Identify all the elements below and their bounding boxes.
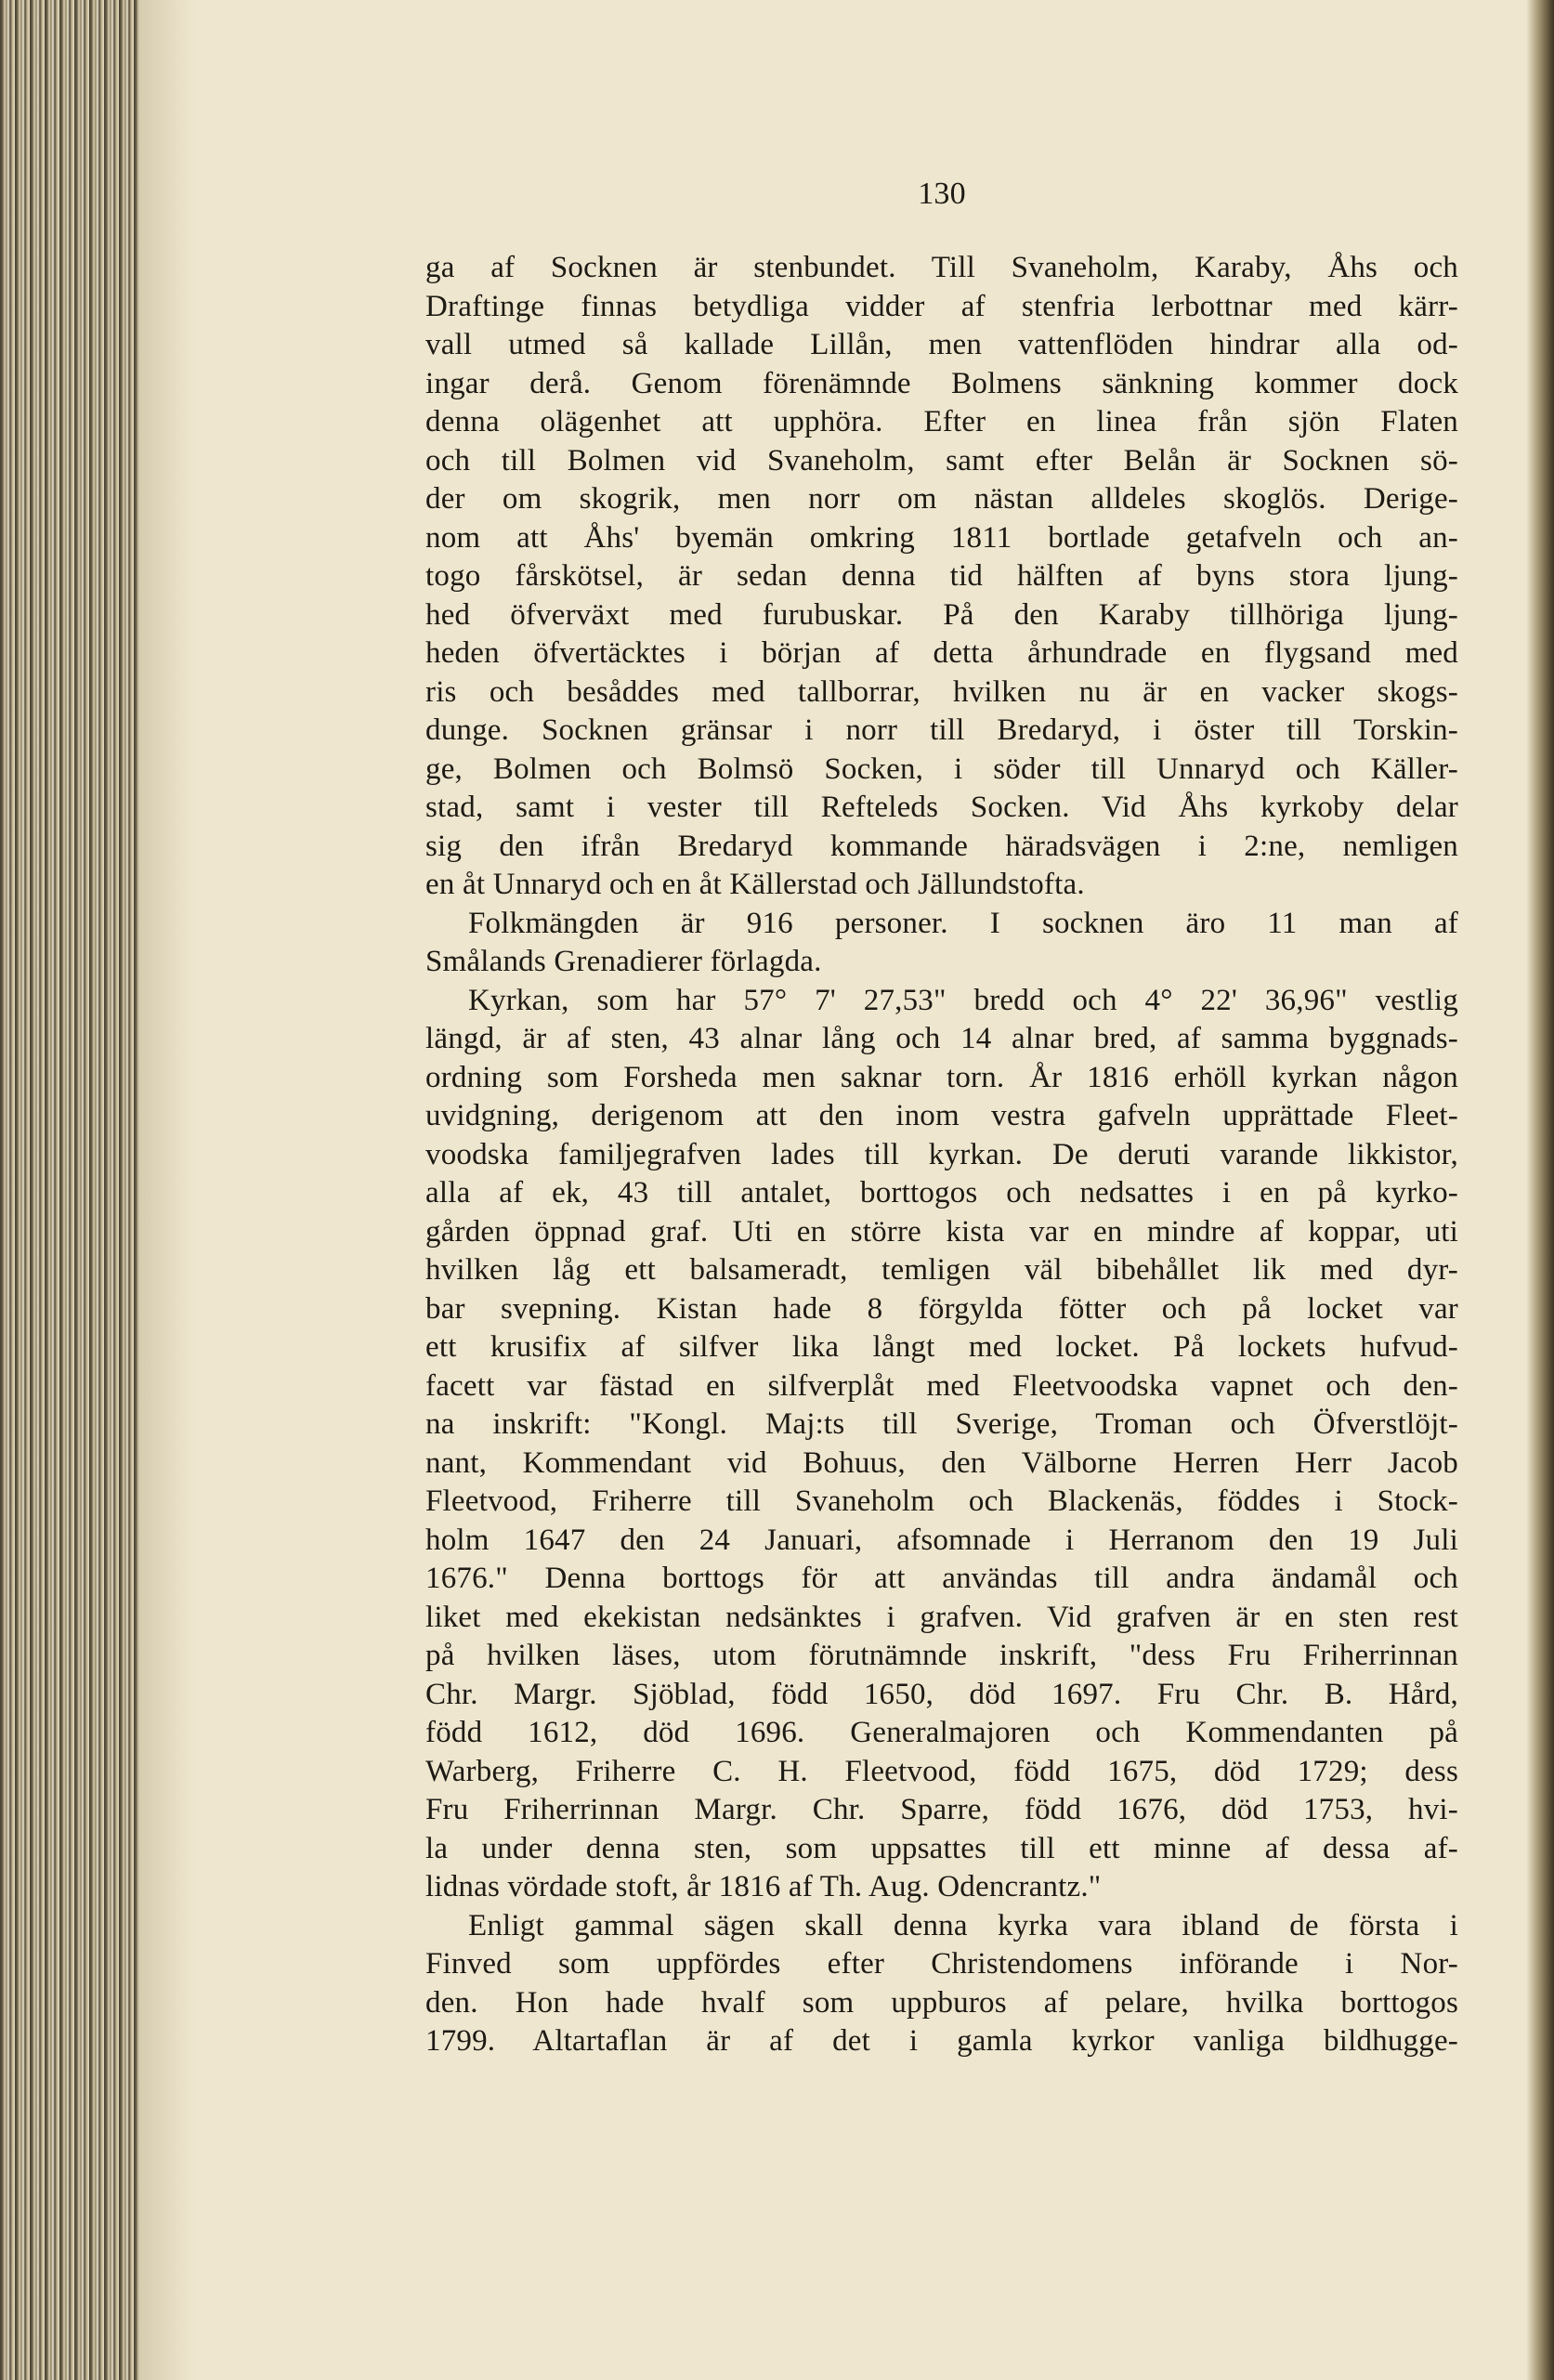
text-line: Chr. Margr. Sjöblad, född 1650, död 1697. Fru Chr. B. Hård, (425, 1677, 1458, 1711)
text-line: ga af Socknen är stenbundet. Till Svaneholm, Karaby, Åhs och (425, 251, 1458, 284)
text-line: Finved som uppfördes efter Christendomens införande i Nor- (425, 1947, 1458, 1981)
text-line: hed öfverväxt med furubuskar. På den Karaby tillhöriga ljung- (425, 597, 1458, 632)
text-line: den. Hon hade hvalf som uppburos af pelare, hvilka borttogos (425, 1985, 1458, 2020)
text-line: gården öppnad graf. Uti en större kista var en mindre af koppar, uti (425, 1214, 1458, 1249)
text-line: på hvilken läses, utom förutnämnde inskrift, "dess Fru Friherrinnan (425, 1639, 1458, 1672)
text-line: nom att Åhs' byemän omkring 1811 bortlade getafveln och an- (425, 520, 1458, 555)
page-number: 130 (918, 177, 966, 211)
text-line: holm 1647 den 24 Januari, afsomnade i Herranom den 19 Juli (425, 1523, 1458, 1557)
text-line: alla af ek, 43 till antalet, borttogos och nedsattes i en på kyrko- (425, 1176, 1458, 1210)
text-line: ingar derå. Genom förenämnde Bolmens sänkning kommer dock (425, 366, 1458, 400)
book-gutter (0, 0, 139, 2380)
text-line: liket med ekekistan nedsänktes i grafven. Vid grafven är en sten rest (425, 1600, 1458, 1634)
text-line: dunge. Socknen gränsar i norr till Bredaryd, i öster till Torskin- (425, 713, 1458, 747)
text-line: Warberg, Friherre C. H. Fleetvood, född 1675, död 1729; dess (425, 1754, 1458, 1788)
text-line: 1799. Altartaflan är af det i gamla kyrkor vanliga bildhugge- (425, 2024, 1458, 2058)
text-line: Kyrkan, som har 57° 7' 27,53" bredd och 4° 22' 36,96" vestlig (468, 983, 1458, 1017)
text-line: facett var fästad en silfverplåt med Fleetvoodska vapnet och den- (425, 1368, 1458, 1403)
text-line: stad, samt i vester till Refteleds Socken. Vid Åhs kyrkoby delar (425, 791, 1458, 824)
gutter-shadow (139, 0, 195, 2380)
text-line: 1676." Denna borttogs för att användas till andra ändamål och (425, 1562, 1458, 1595)
text-line: denna olägenhet att upphöra. Efter en linea från sjön Flaten (425, 405, 1458, 438)
text-line: vall utmed så kallade Lillån, men vattenflöden hindrar alla od- (425, 328, 1458, 361)
text-line: heden öfvertäcktes i början af detta århundrade en flygsand med (425, 636, 1458, 670)
text-line: en åt Unnaryd och en åt Källerstad och Jällundstofta. (425, 868, 1085, 901)
text-line: född 1612, död 1696. Generalmajoren och Kommendanten på (425, 1716, 1458, 1749)
text-line: lidnas vördade stoft, år 1816 af Th. Aug. Odencrantz." (425, 1870, 1102, 1903)
text-line: nant, Kommendant vid Bohuus, den Välborne Herren Herr Jacob (425, 1445, 1458, 1480)
text-line: längd, är af sten, 43 alnar lång och 14 alnar bred, af samma byggnads- (425, 1022, 1458, 1055)
text-line: Draftinge finnas betydliga vidder af stenfria lerbottnar med kärr- (425, 289, 1458, 323)
text-line: sig den ifrån Bredaryd kommande häradsvägen i 2:ne, nemligen (425, 829, 1458, 863)
text-line: voodska familjegrafven lades till kyrkan. De deruti varande likkistor, (425, 1137, 1458, 1171)
text-line: bar svepning. Kistan hade 8 förgylda fötter och på locket var (425, 1291, 1458, 1326)
text-line: Fleetvood, Friherre till Svaneholm och Blackenäs, föddes i Stock- (425, 1484, 1458, 1518)
text-line: ett krusifix af silfver lika långt med locket. På lockets hufvud- (425, 1330, 1458, 1364)
text-line: Fru Friherrinnan Margr. Chr. Sparre, född 1676, död 1753, hvi- (425, 1793, 1458, 1826)
body-text (425, 249, 1458, 2061)
text-line: Folkmängden är 916 personer. I socknen äro 11 man af (468, 906, 1458, 940)
text-line: ordning som Forsheda men saknar torn. År 1816 erhöll kyrkan någon (425, 1060, 1458, 1094)
text-line: der om skogrik, men norr om nästan alldeles skoglös. Derige- (425, 482, 1458, 516)
text-line: togo fårskötsel, är sedan denna tid hälften af byns stora ljung- (425, 559, 1458, 593)
text-line: hvilken låg ett balsameradt, temligen väl bibehållet lik med dyr- (425, 1253, 1458, 1287)
text-line: ris och besåddes med tallborrar, hvilken nu är en vacker skogs- (425, 674, 1458, 709)
text-line: la under denna sten, som uppsattes till ett minne af dessa af- (425, 1831, 1458, 1865)
text-line: Smålands Grenadierer förlagda. (425, 945, 822, 978)
text-line: Enligt gammal sägen skall denna kyrka vara ibland de första i (468, 1908, 1458, 1942)
text-line: och till Bolmen vid Svaneholm, samt efter Belån är Socknen sö- (425, 443, 1458, 477)
text-line: na inskrift: "Kongl. Maj:ts till Sverige, Troman och Öfverstlöjt- (425, 1407, 1458, 1441)
text-line: uvidgning, derigenom att den inom vestra gafveln upprättade Fleet- (425, 1099, 1458, 1132)
text-line: ge, Bolmen och Bolmsö Socken, i söder till Unnaryd och Käller- (425, 752, 1458, 786)
page-edge (1526, 0, 1554, 2380)
